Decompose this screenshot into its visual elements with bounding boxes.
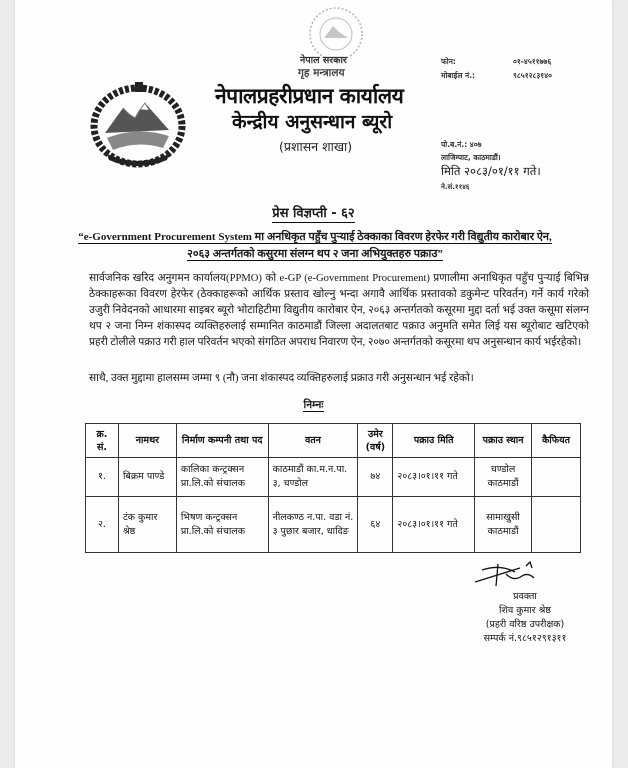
table-row [86, 497, 581, 553]
cell-age: ६४ [358, 497, 393, 553]
signatory-block [455, 590, 595, 646]
signature-icon [470, 560, 540, 588]
table-header-row [86, 424, 581, 458]
government-label: नेपाल सरकार [300, 55, 347, 66]
cell-company: कालिका कन्ट्रक्सन प्रा.लि.को संचालक [176, 458, 268, 497]
header-age: उमेर (वर्ष) [358, 424, 393, 458]
header-address: वतन [268, 424, 358, 458]
phone-value: ०१-४५११७७६ [513, 57, 552, 66]
cell-arrest-date: २०८३।०१।११ गते [393, 497, 475, 553]
cell-name: टंक कुमार श्रेष्ठ [118, 497, 176, 553]
body-paragraph-2: साथै, उक्त मुद्दामा हालसम्म जम्मा ९ (नौ) जना शंकास्पद व्यक्तिहरुलाई प्रक्राउ गरी अनुसन्धान भई रहेको। [89, 373, 474, 384]
reference-number: ने.सं.११४६ [441, 183, 470, 191]
branch-label: (प्रशासन शाखा) [279, 139, 353, 154]
phone-label: फोन: [441, 57, 456, 66]
phone-row [441, 55, 552, 69]
mobile-label: मोबाईल नं.: [441, 71, 476, 80]
table-row [86, 458, 581, 497]
cell-company: भिषण कन्ट्रक्सन प्रा.लि.को संचालक [176, 497, 268, 553]
document-page [15, 0, 612, 768]
signatory-role: प्रवक्ता [513, 591, 537, 602]
cell-sn: २. [86, 497, 119, 553]
arrested-persons-table [85, 423, 581, 553]
header-arrest-place: पक्राउ स्थान [475, 424, 532, 458]
signatory-name: शिव कुमार श्रेष्ठ [499, 605, 551, 616]
contact-info [441, 55, 552, 83]
nepal-emblem-icon [83, 78, 193, 170]
office-address: लाजिम्पाट, काठमाडौं। [441, 153, 501, 162]
cell-address: नीलकण्ठ न.पा. वडा नं. ३ पुछार बजार, धादिङ [268, 497, 358, 553]
press-release-title: प्रेस विज्ञप्ती - ६२ [272, 206, 355, 221]
cell-sn: १. [86, 458, 119, 497]
table-caption: निम्नः [303, 399, 324, 411]
body-paragraph-1: सार्वजनिक खरिद अनुगमन कार्यालय(PPMO) को e-GP (e-Government Procurement) प्रणालीमा अनाधिकृत पहुँच पुऱ्याई बिभिन्न ठेक्काहरूका विवरण हेरफेर (ठेक्काहरूको आर्थिक प्रस्ताव खोल्नु भन्दा अगावै आर्थिक प्रस्तावको डकुमेन्ट परिवर्तन) गर्ने कार्य गरेको उजुरी निवेदनको आधारमा साइबर ब्यूरो भोटाहिटीमा विद्युतीय कारोबार ऐन, २०६३ अन्तर्गतको कसूरमा मुद्दा दर्ता भई उक्त कसूमा संलग्न थप २ जना निम्न शंकास्पद व्यक्तिहरुलाई सम्मानित काठमाडौं जिल्ला अदालतबाट पक्राउ अनुमति समेत लिई यस ब्यूरोबाट खटिएको प्रहरी टोलीले पक्राउ गरी हाल परिवर्तन भएको संगठित अपराध निवारण ऐन, २०७० अन्तर्गतको कसूरमा थप अनुसन्धान कार्य भईरहेको। [89, 273, 589, 348]
address-block [441, 138, 501, 164]
header-remarks: कैफियत [532, 424, 581, 458]
cell-remarks [532, 458, 581, 497]
press-release-headline: “e-Government Procurement System मा अनधिकृत पहुँच पुऱ्याई ठेक्काका विवरण हेरफेर गरी विद्युतीय कारोबार ऐन, २०६३ अन्तर्गतको कसुरमा संलग्न थप २ जना अभियुक्तहरु पक्राउ” [78, 231, 552, 260]
letter-date: मिति २०८३/०१/११ गते। [441, 164, 541, 178]
cell-address: काठमाडौं का.म.न.पा. ३, चण्डोल [268, 458, 358, 497]
signatory-contact: सम्पर्क नं.९८५१२९१३११ [483, 633, 567, 644]
po-box: पो.ब.नं.: ४०७ [441, 140, 482, 149]
header-arrest-date: पक्राउ मिति [393, 424, 475, 458]
cell-arrest-date: २०८३।०१।११ गते [393, 458, 475, 497]
header-company: निर्माण कम्पनी तथा पद [176, 424, 268, 458]
mobile-value: ९८५१२८३१४० [513, 71, 552, 80]
cell-arrest-place: चण्डोल काठमाडौं [475, 458, 532, 497]
cell-remarks [532, 497, 581, 553]
mobile-row [441, 69, 552, 83]
office-title: नेपालप्रहरीप्रधान कार्यालय [215, 84, 404, 108]
cell-age: ७४ [358, 458, 393, 497]
bureau-title: केन्द्रीय अनुसन्धान ब्यूरो [232, 111, 393, 133]
cell-arrest-place: सामाखुसी काठमाडौं [475, 497, 532, 553]
signatory-rank: (प्रहरी वरिष्ठ उपरीक्षक) [485, 619, 565, 630]
cell-name: बिक्रम पाण्डे [118, 458, 176, 497]
header-sn: क्र. सं. [86, 424, 119, 458]
ministry-label: गृह मन्त्रालय [298, 67, 345, 79]
header-name: नामथर [118, 424, 176, 458]
